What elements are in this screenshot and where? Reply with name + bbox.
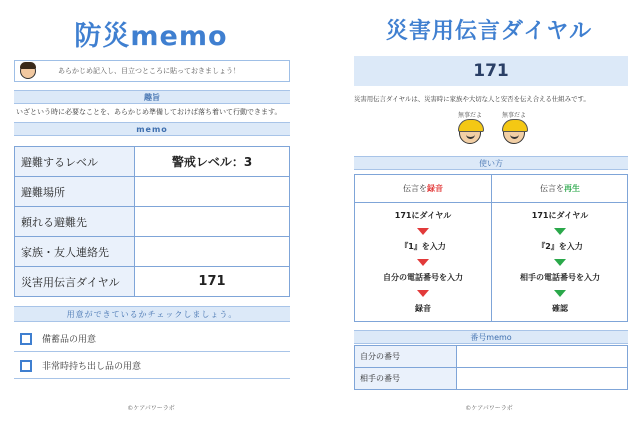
checklist-heading: 用意ができているかチェックしましょう。	[14, 306, 290, 322]
down-arrow-icon	[554, 228, 566, 235]
usage-steps	[354, 174, 628, 322]
helmet-face-icon	[459, 122, 481, 144]
instruction-note	[14, 60, 290, 82]
table-row	[15, 267, 290, 297]
number-memo-table	[354, 345, 628, 390]
down-arrow-icon	[554, 290, 566, 297]
playback-step: 『2』を入力	[537, 242, 583, 251]
contacts-value[interactable]	[135, 237, 290, 267]
dial-number: 171	[354, 56, 628, 86]
record-step: 自分の電話番号を入力	[383, 273, 463, 282]
playback-step: 確認	[552, 304, 568, 313]
table-row	[15, 147, 290, 177]
shelter-destination-value[interactable]	[135, 207, 290, 237]
helmet-face-icon	[503, 122, 525, 144]
table-row	[15, 237, 290, 267]
checklist-item[interactable]	[14, 326, 290, 352]
row-label: 相手の番号	[355, 368, 457, 390]
memo-heading: memo	[14, 122, 290, 136]
memo-title: 防災memo	[74, 21, 228, 52]
own-number-field[interactable]	[457, 346, 628, 368]
playback-column	[492, 175, 628, 315]
checklist-item[interactable]	[14, 353, 290, 379]
number-memo-heading: 番号memo	[354, 330, 628, 344]
record-header-accent: 録音	[427, 184, 443, 193]
checkbox[interactable]	[20, 333, 32, 345]
table-row	[15, 207, 290, 237]
record-header	[355, 175, 491, 203]
purpose-text: いざという時に必要なことを、あらかじめ準備しておけば落ち着いて行動できます。	[16, 108, 282, 116]
down-arrow-icon	[417, 290, 429, 297]
down-arrow-icon	[417, 259, 429, 266]
playback-header	[492, 175, 628, 203]
table-row	[355, 368, 628, 390]
row-label: 避難するレベル	[15, 147, 135, 177]
other-number-field[interactable]	[457, 368, 628, 390]
row-label: 災害用伝言ダイヤル	[15, 267, 135, 297]
person-face-icon	[20, 63, 36, 79]
playback-step: 相手の電話番号を入力	[520, 273, 600, 282]
dial-title: 災害用伝言ダイヤル	[385, 19, 593, 44]
message-dial-value[interactable]: 171	[135, 267, 290, 297]
record-step: 171にダイヤル	[394, 211, 452, 220]
record-step: 録音	[415, 304, 431, 313]
down-arrow-icon	[417, 228, 429, 235]
row-label: 頼れる避難先	[15, 207, 135, 237]
checklist-label: 非常時持ち出し品の用意	[42, 362, 142, 372]
copyright: ©ケアパワーラボ	[127, 405, 175, 412]
mascot-caption: 無事だよ	[457, 112, 482, 119]
down-arrow-icon	[554, 259, 566, 266]
purpose-heading: 趣旨	[14, 90, 290, 104]
record-step: 『1』を入力	[400, 242, 446, 251]
checklist-label: 備蓄品の用意	[42, 335, 97, 345]
row-label: 家族・友人連絡先	[15, 237, 135, 267]
row-label: 自分の番号	[355, 346, 457, 368]
checkbox[interactable]	[20, 360, 32, 372]
mascot-caption: 無事だよ	[501, 112, 526, 119]
record-column	[355, 175, 491, 315]
playback-header-accent: 再生	[564, 184, 580, 193]
memo-table	[14, 146, 290, 297]
instruction-text: あらかじめ記入し、目立つところに貼っておきましょう！	[58, 67, 240, 75]
dial-description: 災害用伝言ダイヤルは、災害時に家族や大切な人と安否を伝え合える仕組みです。	[354, 95, 590, 103]
table-row	[355, 346, 628, 368]
row-label: 避難場所	[15, 177, 135, 207]
evacuation-site-value[interactable]	[135, 177, 290, 207]
evacuation-level-value[interactable]: 警戒レベル：3	[135, 147, 290, 177]
helmet-mascot	[484, 110, 544, 144]
table-row	[15, 177, 290, 207]
copyright: ©ケアパワーラボ	[465, 405, 513, 412]
playback-header-prefix: 伝言を	[540, 184, 564, 193]
usage-heading: 使い方	[354, 156, 628, 170]
playback-step: 171にダイヤル	[531, 211, 589, 220]
record-header-prefix: 伝言を	[403, 184, 427, 193]
